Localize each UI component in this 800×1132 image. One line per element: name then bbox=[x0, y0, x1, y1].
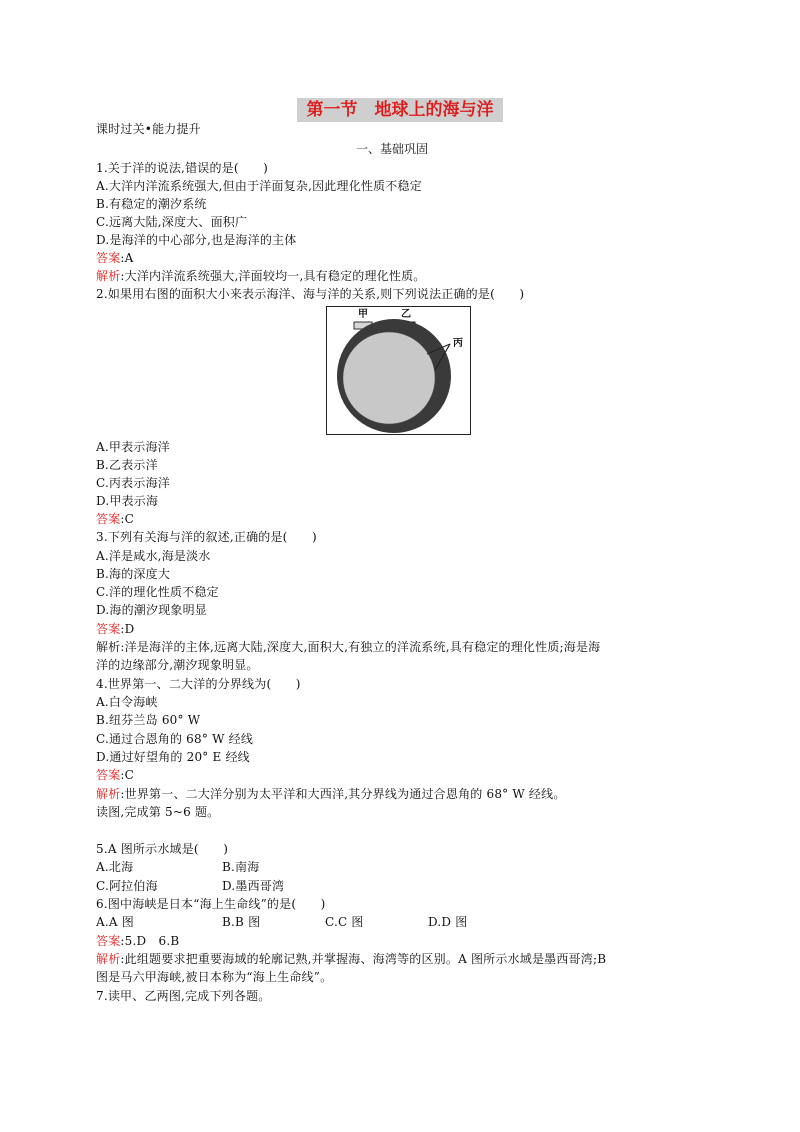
ocean-sea-diagram bbox=[326, 306, 471, 435]
explanation-label: 解析 bbox=[96, 269, 121, 283]
q1-explanation bbox=[96, 268, 425, 285]
page-title: 第一节 地球上的海与洋 bbox=[297, 98, 503, 122]
explanation-text: :大洋内洋流系统强大,洋面较均一,具有稳定的理化性质。 bbox=[120, 269, 426, 283]
q4-option-b: B.纽芬兰岛 60° W bbox=[96, 713, 201, 727]
read-figure-instruction: 读图,完成第 5~6 题。 bbox=[96, 805, 220, 819]
answer-label: 答案 bbox=[96, 512, 121, 526]
q3-option-a: A.洋是咸水,海是淡水 bbox=[96, 549, 211, 563]
q1-option-d: D.是海洋的中心部分,也是海洋的主体 bbox=[96, 233, 297, 247]
subtitle: 课时过关•能力提升 bbox=[96, 122, 201, 136]
q2-option-a: A.甲表示海洋 bbox=[96, 440, 170, 454]
answer-value: :C bbox=[120, 512, 135, 526]
q7-stem: 7.读甲、乙两图,完成下列各题。 bbox=[96, 989, 271, 1003]
q1-answer bbox=[96, 250, 134, 267]
legend-jia-label: 甲 bbox=[358, 309, 368, 320]
explanation-label: 解析 bbox=[96, 787, 121, 801]
q1-option-a: A.大洋内洋流系统强大,但由于洋面复杂,因此理化性质不稳定 bbox=[96, 179, 422, 193]
q5-option-c: C.阿拉伯海 bbox=[96, 879, 158, 893]
answer-label: 答案 bbox=[96, 622, 121, 636]
q3-option-b: B.海的深度大 bbox=[96, 567, 171, 581]
q4-stem: 4.世界第一、二大洋的分界线为( ) bbox=[96, 677, 301, 691]
ocean-sea-diagram-svg bbox=[327, 307, 472, 436]
q2-option-d: D.甲表示海 bbox=[96, 494, 159, 508]
section-heading: 一、基础巩固 bbox=[356, 142, 429, 156]
q6-option-d: D.D 图 bbox=[428, 915, 468, 929]
explanation-text: :此组题要求把重要海域的轮廓记熟,并掌握海、海湾等的区别。A 图所示水域是墨西哥湾;B bbox=[120, 952, 607, 966]
q3-option-d: D.海的潮汐现象明显 bbox=[96, 603, 208, 617]
q6-option-c: C.C 图 bbox=[325, 915, 364, 929]
q2-option-c: C.丙表示海洋 bbox=[96, 476, 170, 490]
q1-option-b: B.有稳定的潮汐系统 bbox=[96, 197, 207, 211]
answer-value: :A bbox=[120, 251, 134, 265]
legend-yi-label: 乙 bbox=[401, 309, 411, 320]
q1-stem: 1.关于洋的说法,错误的是( ) bbox=[96, 161, 269, 175]
q3-stem: 3.下列有关海与洋的叙述,正确的是( ) bbox=[96, 530, 317, 544]
explanation-label: 解析 bbox=[96, 952, 121, 966]
answer-label: 答案 bbox=[96, 934, 121, 948]
q6-answer bbox=[96, 933, 179, 950]
explanation-text: :世界第一、二大洋分别为太平洋和大西洋,其分界线为通过合恩角的 68° W 经线。 bbox=[120, 787, 566, 801]
ocean-disc bbox=[343, 332, 435, 424]
q4-explanation bbox=[96, 786, 566, 803]
q6-explanation-line2: 图是马六甲海峡,被日本称为“海上生命线”。 bbox=[96, 970, 333, 984]
q5-option-a: A.北海 bbox=[96, 860, 134, 874]
answer-value: :5.D 6.B bbox=[120, 934, 180, 948]
q6-stem: 6.图中海峡是日本“海上生命线”的是( ) bbox=[96, 897, 326, 911]
q5-stem: 5.A 图所示水域是( ) bbox=[96, 842, 229, 856]
q5-option-b: B.南海 bbox=[222, 860, 260, 874]
q1-option-c: C.远离大陆,深度大、面积广 bbox=[96, 215, 248, 229]
q3-answer bbox=[96, 621, 134, 638]
bing-label: 丙 bbox=[453, 338, 463, 349]
q2-stem: 2.如果用右图的面积大小来表示海洋、海与洋的关系,则下列说法正确的是( ) bbox=[96, 287, 525, 301]
answer-value: :C bbox=[120, 768, 135, 782]
q2-option-b: B.乙表示洋 bbox=[96, 458, 158, 472]
q6-option-a: A.A 图 bbox=[96, 915, 134, 929]
q3-option-c: C.洋的理化性质不稳定 bbox=[96, 585, 219, 599]
q5-option-d: D.墨西哥湾 bbox=[222, 879, 285, 893]
answer-label: 答案 bbox=[96, 251, 121, 265]
q6-explanation-line1 bbox=[96, 951, 606, 968]
q6-option-b: B.B 图 bbox=[222, 915, 261, 929]
q4-option-c: C.通过合恩角的 68° W 经线 bbox=[96, 732, 254, 746]
answer-label: 答案 bbox=[96, 768, 121, 782]
q4-answer bbox=[96, 767, 134, 784]
q4-option-d: D.通过好望角的 20° E 经线 bbox=[96, 750, 250, 764]
q3-explanation-line1: 解析:洋是海洋的主体,远离大陆,深度大,面积大,有独立的洋流系统,具有稳定的理化性质;海是海 bbox=[96, 640, 601, 654]
q3-explanation-line2: 洋的边缘部分,潮汐现象明显。 bbox=[96, 658, 259, 672]
q4-option-a: A.白令海峡 bbox=[96, 695, 158, 709]
answer-value: :D bbox=[120, 622, 135, 636]
q2-answer bbox=[96, 511, 134, 528]
